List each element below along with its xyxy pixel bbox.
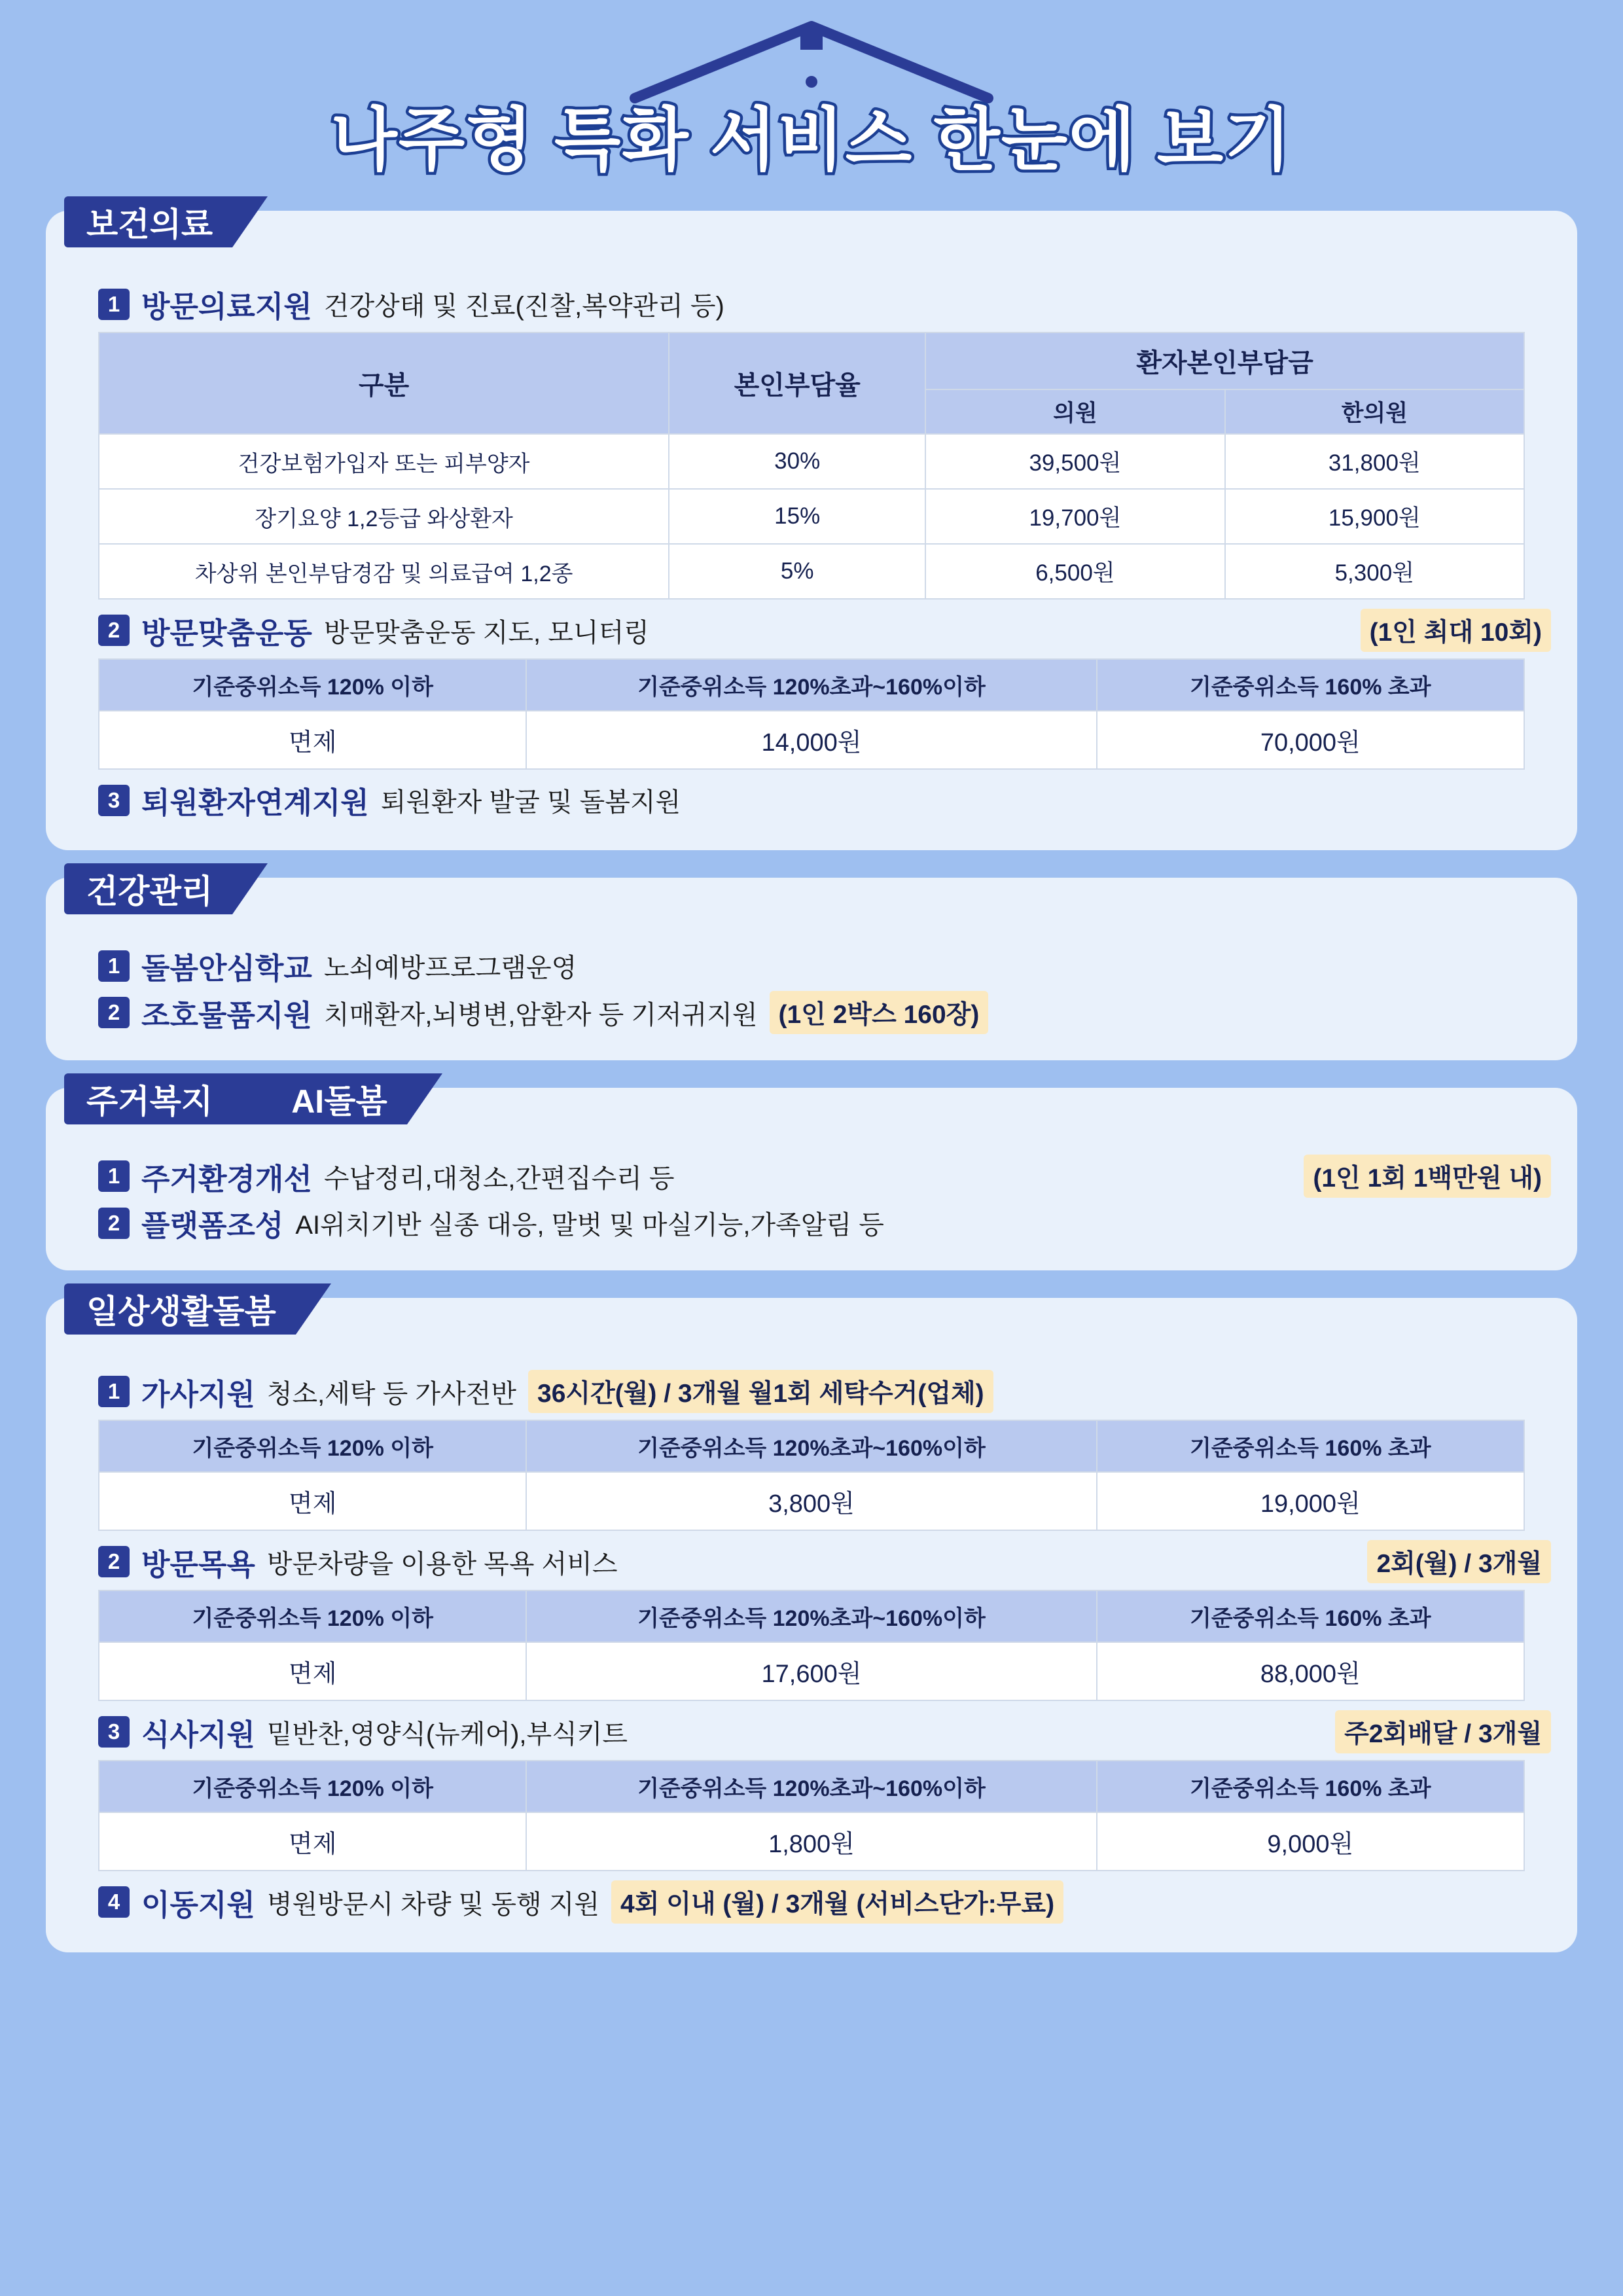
table-header-cell: 기준중위소득 120% 이하: [99, 659, 526, 711]
item-title: 조호물품지원: [141, 998, 312, 1032]
table-cell: 1,800원: [526, 1812, 1096, 1871]
item-number: 2: [98, 997, 130, 1028]
table-header-row: [99, 1420, 1524, 1472]
item-number: 1: [98, 1160, 130, 1192]
ribbon-spacer: [72, 895, 1551, 941]
item-title: 방문의료지원: [141, 290, 312, 323]
item-title: 플랫폼조성: [141, 1209, 284, 1242]
section-ribbon-label: 주거복지: [86, 1083, 213, 1120]
ribbon-tail: [232, 196, 268, 247]
table-cell: 31,800원: [1225, 434, 1524, 489]
section-card-housing-welfare: [46, 1083, 1577, 1270]
table-cell: 면제: [99, 1642, 526, 1700]
table-header-cell: 기준중위소득 160% 초과: [1097, 1761, 1524, 1812]
table-cell: 5%: [669, 544, 925, 599]
table-row: [99, 544, 1524, 599]
table-cell: 차상위 본인부담경감 및 의료급여 1,2종: [99, 544, 669, 599]
list-item: [98, 779, 1551, 821]
table-cell: 면제: [99, 1812, 526, 1871]
table-medical-copayment: [98, 332, 1525, 600]
list-item: [98, 991, 1551, 1034]
table-row: [99, 434, 1524, 489]
section-ribbon-label: 일상생활돌봄: [86, 1293, 276, 1330]
item-title: 주거환경개선: [141, 1162, 312, 1196]
table-row: [99, 1472, 1524, 1530]
table-header-row: [99, 332, 1524, 389]
item-title: 퇴원환자연계지원: [141, 786, 369, 819]
table-header-cell: 기준중위소득 160% 초과: [1097, 1420, 1524, 1472]
table-header-row: [99, 659, 1524, 711]
table-header-cell: 기준중위소득 120% 이하: [99, 1761, 526, 1812]
item-number: 1: [98, 950, 130, 982]
item-number: 1: [98, 1376, 130, 1407]
table-cell: 88,000원: [1097, 1642, 1524, 1700]
table-header-cell: 기준중위소득 120%초과~160%이하: [526, 659, 1096, 711]
ribbon-tail: [407, 1073, 442, 1124]
section-ribbon-label: 건강관리: [86, 873, 213, 910]
table-cell: 70,000원: [1097, 711, 1524, 769]
ribbon-tail: [232, 863, 268, 914]
list-item: [98, 944, 1551, 987]
list-item: [98, 283, 1551, 325]
table-row: [99, 489, 1524, 544]
table-header-cell: 기준중위소득 120%초과~160%이하: [526, 1590, 1096, 1642]
item-badge: (1인 최대 10회): [1361, 609, 1551, 652]
table-header-row: [99, 1590, 1524, 1642]
table-row: [99, 1812, 1524, 1871]
item-number: 3: [98, 1716, 130, 1748]
list-item: [98, 1202, 1551, 1244]
item-badge: (1인 1회 1백만원 내): [1304, 1155, 1551, 1198]
item-desc: 병원방문시 차량 및 동행 지원: [266, 1890, 600, 1919]
table-income-meal: [98, 1760, 1525, 1871]
table-cell: 9,000원: [1097, 1812, 1524, 1871]
item-desc: 청소,세탁 등 가사전반: [266, 1379, 516, 1408]
table-header-cell: 기준중위소득 160% 초과: [1097, 659, 1524, 711]
item-number: 2: [98, 1208, 130, 1239]
table-cell: 6,500원: [925, 544, 1224, 599]
section-ribbon-health-management: [64, 863, 232, 914]
item-desc: AI위치기반 실종 대응, 말벗 및 마실기능,가족알림 등: [295, 1211, 884, 1240]
item-badge: (1인 2박스 160장): [770, 991, 989, 1034]
item-title: 식사지원: [141, 1717, 255, 1751]
table-cell: 14,000원: [526, 711, 1096, 769]
table-cell: 면제: [99, 711, 526, 769]
table-cell: 건강보험가입자 또는 피부양자: [99, 434, 669, 489]
table-subheader-cell: 의원: [925, 389, 1224, 434]
list-item: [98, 609, 1551, 652]
table-row: [99, 1642, 1524, 1700]
table-cell: 30%: [669, 434, 925, 489]
table-cell: 3,800원: [526, 1472, 1096, 1530]
table-cell: 5,300원: [1225, 544, 1524, 599]
table-income-housework: [98, 1420, 1525, 1531]
item-title: 방문맞춤운동: [141, 616, 312, 650]
section-card-health-care: [46, 206, 1577, 850]
table-subheader-cell: 한의원: [1225, 389, 1524, 434]
table-income-bathing: [98, 1590, 1525, 1701]
table-header-cell: 환자본인부담금: [925, 332, 1524, 389]
table-cell: 15,900원: [1225, 489, 1524, 544]
table-cell: 19,000원: [1097, 1472, 1524, 1530]
table-header-cell: 기준중위소득 120% 이하: [99, 1420, 526, 1472]
table-header-cell: 기준중위소득 120%초과~160%이하: [526, 1420, 1096, 1472]
item-title: 가사지원: [141, 1377, 255, 1411]
list-item: [98, 1370, 1551, 1413]
section-ribbon-daily-life-care: [64, 1283, 296, 1335]
table-header-row: [99, 1761, 1524, 1812]
table-header-cell: 본인부담율: [669, 332, 925, 434]
item-number: 1: [98, 289, 130, 320]
table-cell: 면제: [99, 1472, 526, 1530]
item-badge: 36시간(월) / 3개월 월1회 세탁수거(업체): [528, 1370, 993, 1413]
table-cell: 장기요양 1,2등급 와상환자: [99, 489, 669, 544]
ribbon-spacer: [72, 228, 1551, 274]
item-title: 방문목욕: [141, 1547, 255, 1581]
item-badge: 2회(월) / 3개월: [1367, 1540, 1551, 1583]
table-header-cell: 기준중위소득 120% 이하: [99, 1590, 526, 1642]
item-desc: 노쇠예방프로그램운영: [323, 954, 577, 982]
table-income-exercise: [98, 658, 1525, 770]
page-title: 나주형 특화 서비스 한눈에 보기: [330, 102, 1293, 179]
item-title: 이동지원: [141, 1888, 255, 1922]
section-ribbon-housing-welfare: [64, 1073, 407, 1124]
item-number: 4: [98, 1886, 130, 1918]
item-title: 돌봄안심학교: [141, 952, 312, 985]
item-number: 2: [98, 615, 130, 646]
item-number: 2: [98, 1546, 130, 1577]
table-header-cell: 기준중위소득 160% 초과: [1097, 1590, 1524, 1642]
item-desc: 퇴원환자 발굴 및 돌봄지원: [380, 788, 681, 817]
table-cell: 15%: [669, 489, 925, 544]
item-desc: 수납정리,대청소,간편집수리 등: [323, 1164, 675, 1193]
table-header-cell: 기준중위소득 120%초과~160%이하: [526, 1761, 1096, 1812]
poster-header: [0, 0, 1623, 196]
section-ribbon-label-secondary: AI돌봄: [291, 1083, 387, 1120]
item-desc: 밑반찬,영양식(뉴케어),부식키트: [266, 1719, 628, 1749]
item-desc: 치매환자,뇌병변,암환자 등 기저귀지원: [323, 1000, 758, 1030]
table-cell: 39,500원: [925, 434, 1224, 489]
section-ribbon-health-care: [64, 196, 232, 247]
table-cell: 17,600원: [526, 1642, 1096, 1700]
ribbon-tail: [296, 1283, 331, 1335]
section-ribbon-label: 보건의료: [86, 206, 213, 243]
item-badge: 주2회배달 / 3개월: [1335, 1710, 1551, 1753]
list-item: [98, 1710, 1551, 1753]
item-badge: 4회 이내 (월) / 3개월 (서비스단가:무료): [611, 1880, 1063, 1924]
table-row: [99, 711, 1524, 769]
item-desc: 건강상태 및 진료(진찰,복약관리 등): [323, 292, 724, 321]
list-item: [98, 1880, 1551, 1924]
item-desc: 방문차량을 이용한 목욕 서비스: [266, 1549, 618, 1579]
section-card-daily-life-care: [46, 1293, 1577, 1952]
table-header-cell: 구분: [99, 332, 669, 434]
list-item: [98, 1155, 1551, 1198]
item-desc: 방문맞춤운동 지도, 모니터링: [323, 618, 649, 647]
list-item: [98, 1540, 1551, 1583]
table-cell: 19,700원: [925, 489, 1224, 544]
item-number: 3: [98, 785, 130, 816]
section-card-health-management: [46, 873, 1577, 1060]
